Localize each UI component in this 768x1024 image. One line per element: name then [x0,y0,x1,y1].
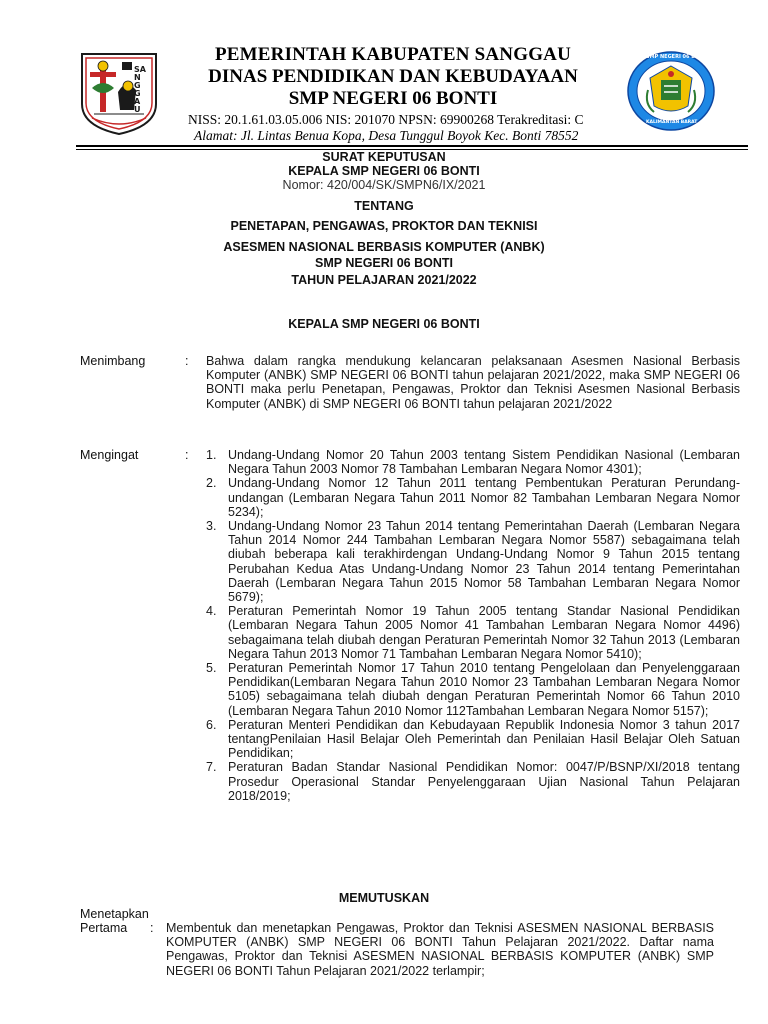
subject-line-2: ASESMEN NASIONAL BERBASIS KOMPUTER (ANBK) [223,240,545,254]
mengingat-list [206,448,740,803]
item-text: Peraturan Pemerintah Nomor 19 Tahun 2005 tentang Standar Nasional Pendidikan (Lembaran Negara Tahun 2005 Nomor 41 Tambahan Lembaran Negara Nomor 4496) sebagaimana telah diubah dengan Peraturan Pemerintah Nomor 32 Tahun 2013 (Lembaran Negara Tahun 2013 Nomor 71 Tambahan Lembaran Negara Nomor 5410); [228,604,740,661]
item-text: Undang-Undang Nomor 12 Tahun 2011 tentang Pembentukan Peraturan Perundang-undangan (Lembaran Negara Tahun 2011 Nomor 82 Tambahan Lembaran Negara Nomor 5234); [228,476,740,519]
item-text: Peraturan Badan Standar Nasional Pendidikan Nomor: 0047/P/BSNP/XI/2018 tentang Prosedur Operasional Standar Penyelenggaraan Ujian Nasional Tahun Pelajaran 2018/2019; [228,760,740,803]
item-number: 3. [206,519,217,534]
item-text: Peraturan Menteri Pendidikan dan Kebudayaan Republik Indonesia Nomor 3 tahun 2017 tentangPenilaian Hasil Belajar Oleh Pemerintah dan Penilaian Hasil Belajar Oleh Satuan Pendidikan; [228,717,740,761]
department-name: DINAS PENDIDIKAN DAN KEBUDAYAAN [208,66,578,87]
sanggau-emblem-icon [78,48,160,136]
school-address: Alamat: Jl. Lintas Benua Kopa, Desa Tunggul Boyok Kec. Bonti 78552 [194,128,579,143]
menetapkan-label: Menetapkan [80,907,149,921]
mengingat-item [206,476,740,519]
mengingat-colon: : [185,448,189,462]
item-number: 2. [206,476,217,491]
item-text: Undang-Undang Nomor 20 Tahun 2003 tentang Sistem Pendidikan Nasional (Lembaran Negara Tahun 2003 Nomor 78 Tambahan Lembaran Negara Nomor 4301); [228,448,740,477]
document-issuer: KEPALA SMP NEGERI 06 BONTI [288,164,480,178]
sanggau-emblem-text: SANGGAU [134,65,146,114]
document-type: SURAT KEPUTUSAN [322,150,446,164]
mengingat-item [206,718,740,761]
document-number: Nomor: 420/004/SK/SMPN6/IX/2021 [282,178,486,192]
school-identifiers: NISS: 20.1.61.03.05.006 NIS: 201070 NPSN: 69900268 Terakreditasi: C [188,112,584,127]
school-emblem-icon [626,50,716,132]
letterhead-rule-thick [76,145,748,147]
school-name: SMP NEGERI 06 BONTI [288,88,498,109]
mengingat-list-container [206,448,740,803]
menimbang-label: Menimbang [80,354,146,368]
letterhead [160,44,626,144]
menimbang-colon: : [185,354,189,368]
pertama-label: Pertama [80,921,128,935]
government-name: PEMERINTAH KABUPATEN SANGGAU [214,44,572,65]
mengingat-item [206,661,740,718]
subject-line-3: SMP NEGERI 06 BONTI [315,256,453,270]
item-number: 1. [206,448,217,462]
mengingat-label: Mengingat [80,448,139,462]
mengingat-item [206,760,740,803]
school-emblem-text: SMP NEGERI 06 BONTI [646,54,709,60]
item-number: 7. [206,760,217,775]
mengingat-item [206,604,740,661]
item-text: Peraturan Pemerintah Nomor 17 Tahun 2010 tentang Pengelolaan dan Penyelenggaraan Pendidikan(Lembaran Negara Tahun 2010 Nomor 23 Tambahan Lembaran Negara Nomor 5105) sebagaimana telah diubah dengan Peraturan Pemerintah Nomor 66 Tahun 2010 (Lembaran Negara Tahun 2010 Nomor 112Tambahan Lembaran Negara Nomor 5157); [228,661,740,718]
subject-line-4: TAHUN PELAJARAN 2021/2022 [291,273,477,287]
item-number: 4. [206,604,217,619]
mengingat-item [206,448,740,476]
tentang-heading: TENTANG [354,199,414,213]
pertama-colon: : [150,921,154,935]
school-emblem-subtext: KALIMANTAN BARAT [646,120,698,125]
item-text: Undang-Undang Nomor 23 Tahun 2014 tentang Pemerintahan Daerah (Lembaran Negara Tahun 2014 Nomor 244 Tambahan Lembaran Negara Nomor 5587) sebagaimana telah diubah beberapa kali terakhirdengan Undang-Undang Nomor 9 Tahun 2015 tentang Perubahan Kedua Atas Undang-Undang Nomor 23 Tahun 2014 tentang Pemerintahan Daerah (Lembaran Negara Tahun 2015 Nomor 58 Tambahan Lembaran Negara Nomor 5679); [228,519,740,605]
item-number: 5. [206,661,217,676]
authority-heading: KEPALA SMP NEGERI 06 BONTI [288,317,480,331]
memutuskan-heading: MEMUTUSKAN [338,891,430,905]
item-number: 6. [206,717,217,732]
pertama-text: Membentuk dan menetapkan Pengawas, Proktor dan Teknisi ASESMEN NASIONAL BERBASIS KOMPUTER (ANBK) SMP NEGERI 06 BONTI Tahun Pelajaran 2021/2022. Daftar nama Pengawas, Proktor dan Teknisi ASESMEN NASIONAL BERBASIS KOMPUTER (ANBK) SMP NEGERI 06 BONTI Tahun Pelajaran 2021/2022 terlampir; [166,921,714,978]
subject-line-1: PENETAPAN, PENGAWAS, PROKTOR DAN TEKNISI [230,219,538,233]
mengingat-item [206,519,740,604]
menimbang-text: Bahwa dalam rangka mendukung kelancaran pelaksanaan Asesmen Nasional Berbasis Komputer (ANBK) SMP NEGERI 06 BONTI tahun pelajaran 2021/2022, maka SMP NEGERI 06 BONTI maka perlu Penetapan, Pengawas, Proktor dan Teknisi Asesmen Nasional Berbasis Komputer (ANBK) di SMP NEGERI 06 BONTI tahun pelajaran 2021/2022 [206,354,740,411]
